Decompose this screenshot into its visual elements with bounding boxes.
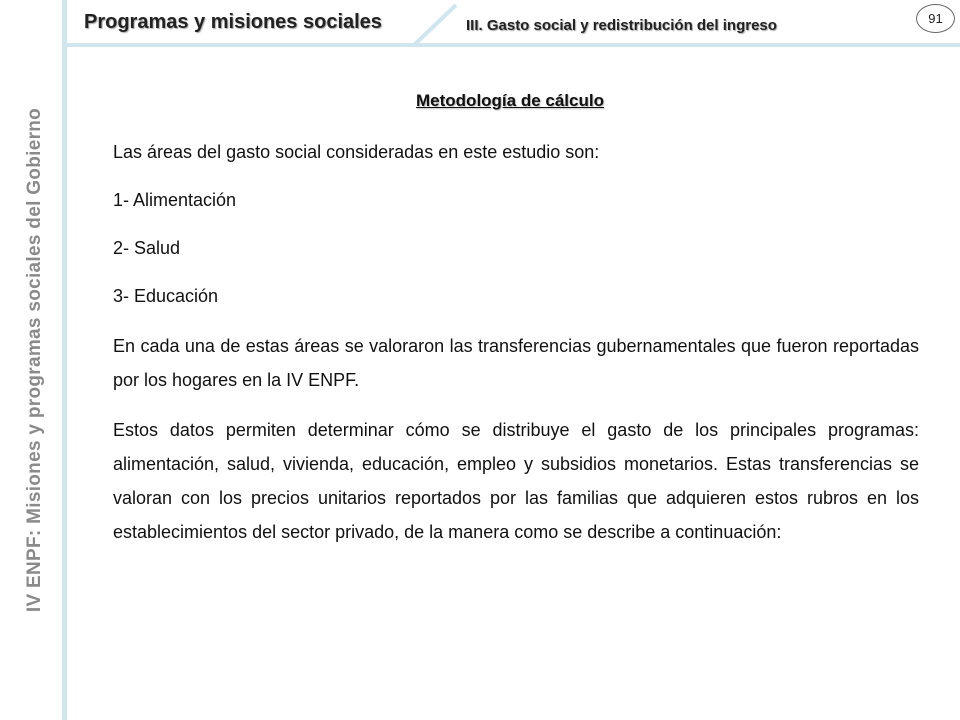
header-subtitle: III. Gasto social y redistribución del ingreso: [466, 17, 777, 34]
paragraph-distribucion: Estos datos permiten determinar cómo se distribuye el gasto de los principales programas: alimentación, salud, vivienda, educación, empleo y subsidios monetarios. Estas transferencias se valoran con los precios unitarios reportados por las familias que adquieren estos rubros en los establecimientos del sector privado, de la manera como se describe a continuación:: [113, 420, 919, 542]
list-item-educacion: 3- Educación: [113, 286, 219, 306]
list-item-alimentacion: 1- Alimentación: [113, 190, 237, 210]
page-number: 91: [928, 11, 943, 26]
section-heading: Metodología de cálculo: [416, 91, 604, 110]
paragraph-transferencias: En cada una de estas áreas se valoraron las transferencias gubernamentales que fueron reportadas por los hogares en la IV ENPF.: [113, 336, 919, 390]
intro-text: Las áreas del gasto social consideradas en este estudio son:: [113, 142, 600, 162]
header-title: Programas y misiones sociales: [84, 11, 382, 33]
list-item-salud: 2- Salud: [113, 238, 181, 258]
page-number-badge: [916, 4, 955, 33]
sidebar-vertical-text: IV ENPF: Misiones y programas sociales del Gobierno: [24, 107, 46, 613]
